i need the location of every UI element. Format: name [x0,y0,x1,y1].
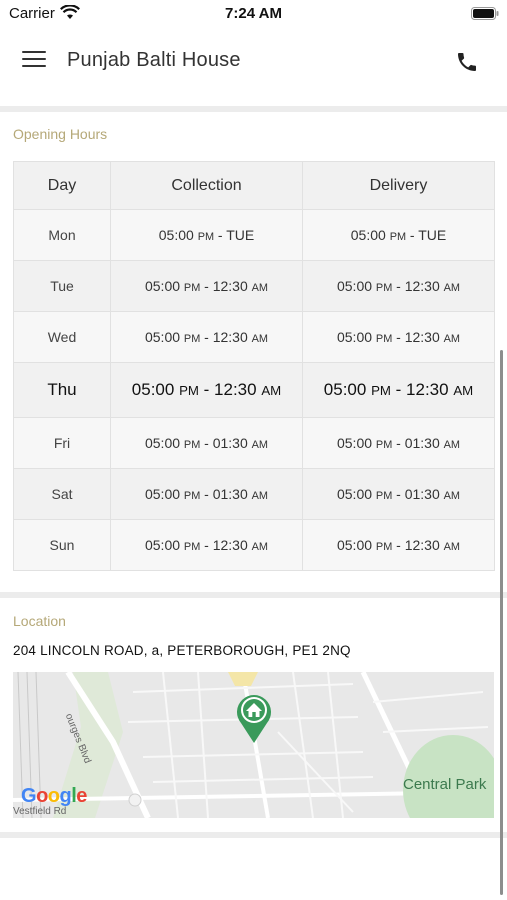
collection-cell: 05:00 PM - 12:30 AM [111,363,303,418]
column-header-delivery: Delivery [303,162,495,210]
collection-cell: 05:00 PM - 12:30 AM [111,312,303,363]
location-label: Location [13,613,66,629]
column-header-day: Day [14,162,111,210]
status-time: 7:24 AM [225,5,282,22]
map-street-label: ourges Blvd [62,712,93,766]
delivery-cell: 05:00 PM - 12:30 AM [303,312,495,363]
google-logo: Google [21,785,87,807]
delivery-cell: 05:00 PM - TUE [303,210,495,261]
collection-cell: 05:00 PM - 01:30 AM [111,469,303,520]
delivery-cell: 05:00 PM - 01:30 AM [303,418,495,469]
app-header [0,30,507,106]
phone-icon[interactable] [455,50,479,74]
section-divider [0,832,507,838]
collection-cell: 05:00 PM - 12:30 AM [111,261,303,312]
location-map[interactable] [13,672,494,818]
opening-hours-label: Opening Hours [13,126,108,142]
table-row [14,469,495,520]
map-pin-icon[interactable] [235,692,273,744]
day-cell: Tue [14,261,111,312]
table-row [14,210,495,261]
scrollbar[interactable] [500,350,503,895]
address-text: 204 LINCOLN ROAD, a, PETERBOROUGH, PE1 2NQ [13,643,351,658]
delivery-cell: 05:00 PM - 12:30 AM [303,261,495,312]
delivery-cell: 05:00 PM - 12:30 AM [303,363,495,418]
carrier-label: Carrier [9,5,55,22]
day-cell: Mon [14,210,111,261]
section-divider [0,106,507,112]
table-row-today [14,363,495,418]
day-cell: Fri [14,418,111,469]
delivery-cell: 05:00 PM - 01:30 AM [303,469,495,520]
table-row [14,418,495,469]
day-cell: Wed [14,312,111,363]
map-street-label: Vestfield Rd [13,806,67,817]
collection-cell: 05:00 PM - 01:30 AM [111,418,303,469]
table-row [14,520,495,571]
opening-hours-table [13,161,495,571]
section-divider [0,592,507,598]
table-row [14,312,495,363]
page-title: Punjab Balti House [67,49,241,71]
day-cell: Sun [14,520,111,571]
day-cell: Thu [14,363,111,418]
collection-cell: 05:00 PM - 12:30 AM [111,520,303,571]
map-place-label: Central Park [403,776,487,793]
collection-cell: 05:00 PM - TUE [111,210,303,261]
delivery-cell: 05:00 PM - 12:30 AM [303,520,495,571]
table-header-row [14,162,495,210]
status-bar [0,0,507,30]
day-cell: Sat [14,469,111,520]
hamburger-menu-icon[interactable] [22,51,46,71]
table-row [14,261,495,312]
battery-icon [471,7,499,20]
column-header-collection: Collection [111,162,303,210]
